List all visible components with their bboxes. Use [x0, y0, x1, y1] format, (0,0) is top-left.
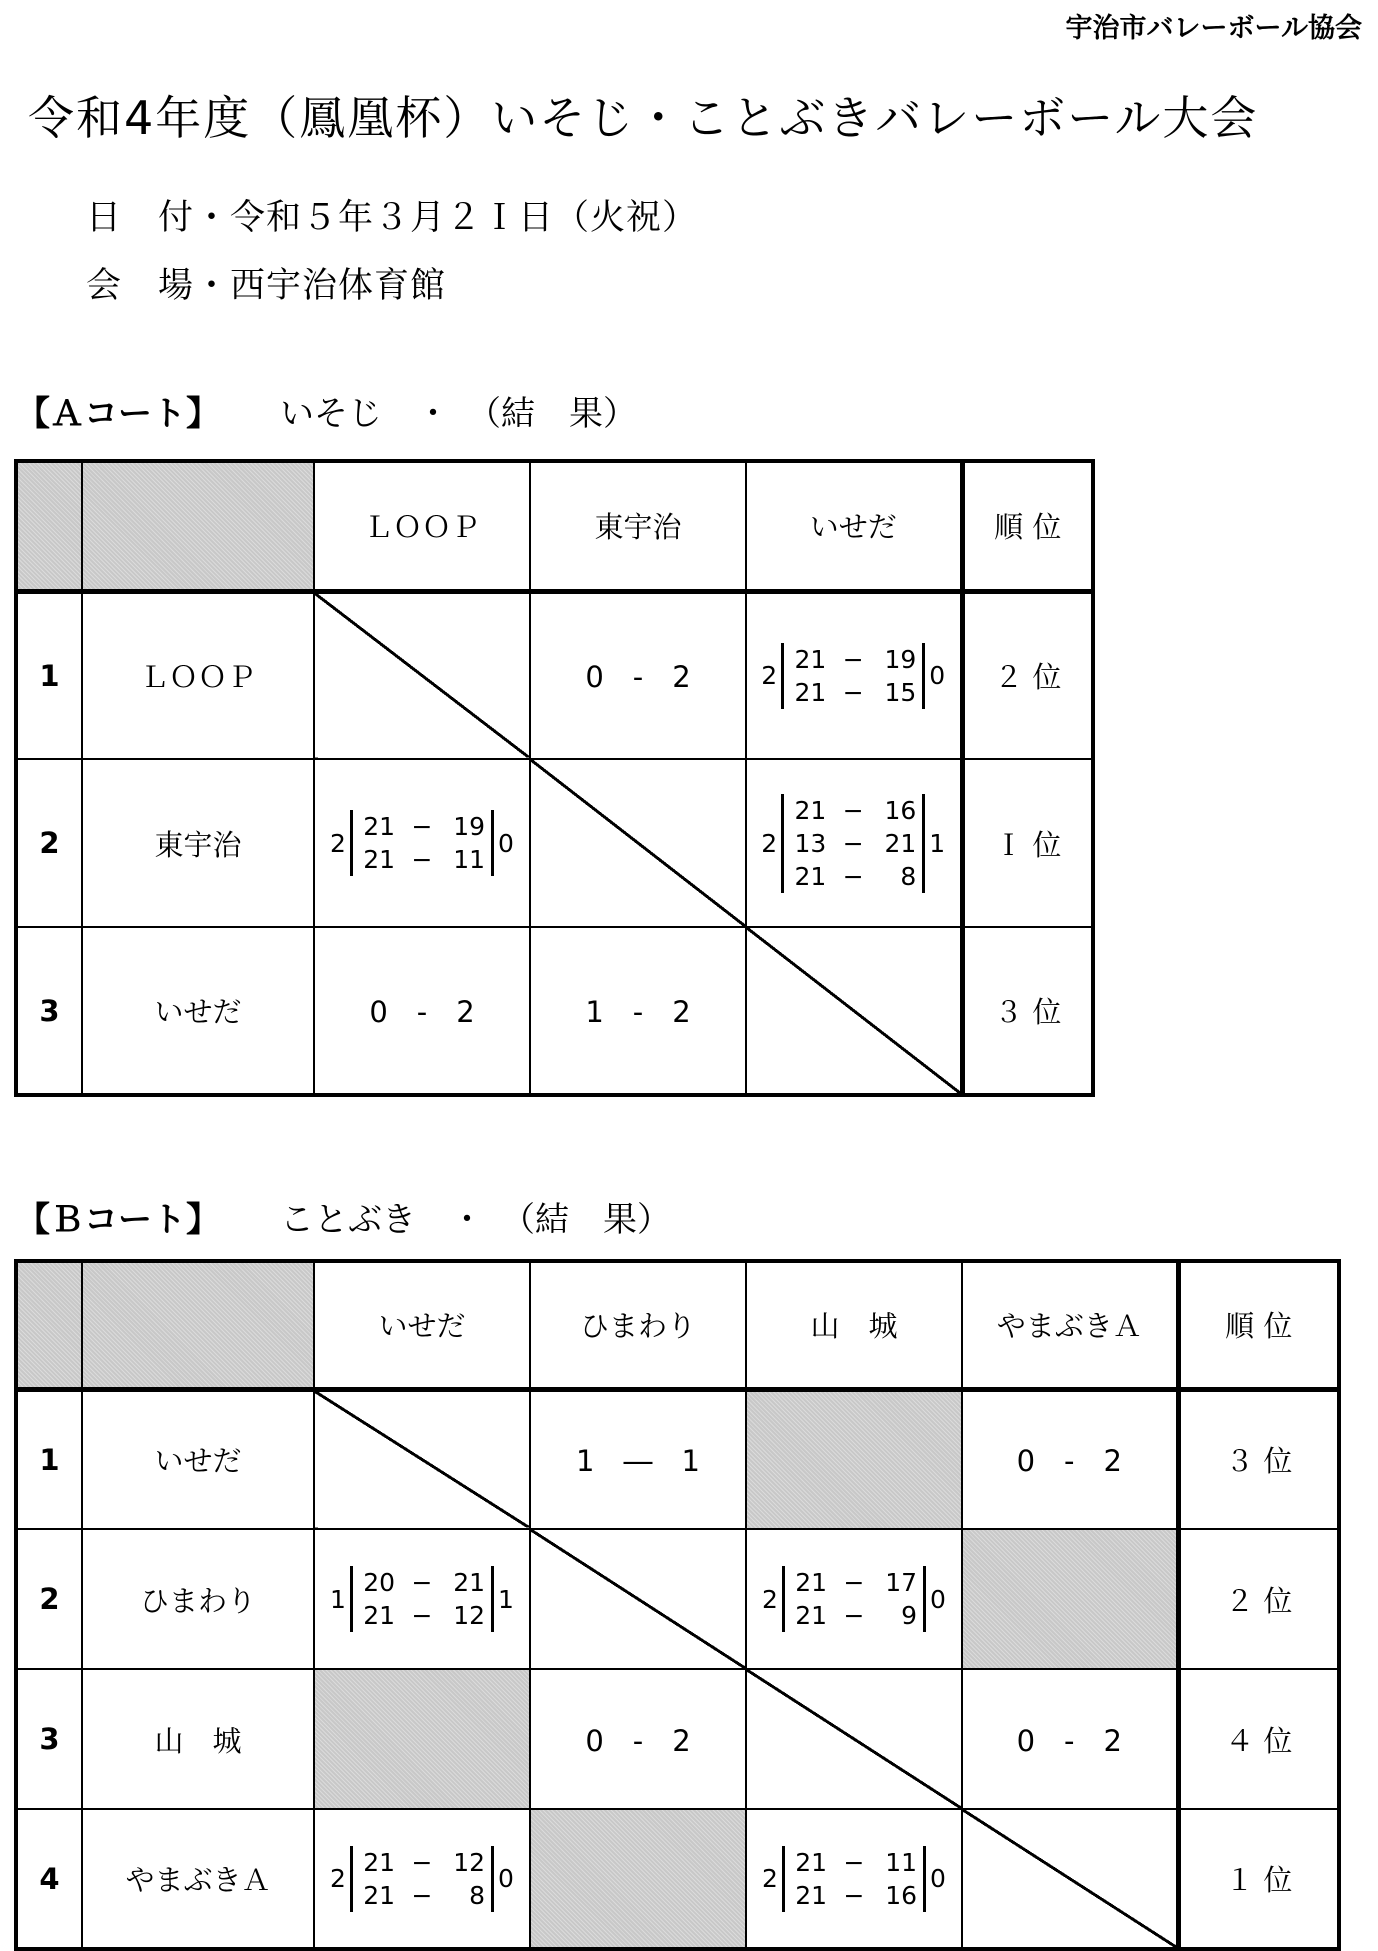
sets-won-left: 2: [762, 1584, 778, 1614]
corner-cell: [16, 461, 82, 591]
sets-won-left: 2: [761, 828, 778, 858]
self-match-cell: [314, 591, 530, 759]
match-result-detail: [314, 1529, 530, 1669]
set-dash: −: [842, 795, 864, 825]
column-header: いせだ: [746, 461, 962, 591]
sets-won-right: 0: [930, 1864, 946, 1893]
team-rank: １ 位: [1178, 1809, 1339, 1949]
sets-won-right: 0: [929, 661, 946, 691]
no-match-cell: [962, 1529, 1178, 1669]
rank-header: 順 位: [1178, 1261, 1339, 1389]
row-number: 2: [16, 1529, 82, 1669]
set-points-left: 21: [363, 1880, 395, 1910]
match-result: 0 - 2: [530, 1669, 746, 1809]
match-result-detail: [746, 1529, 962, 1669]
set-dash: −: [411, 1880, 433, 1910]
event-date: 日 付・令和５年３月２Ｉ日（火祝）: [86, 198, 699, 238]
court-b-division: ことぶき ・ （結 果）: [280, 1200, 671, 1240]
set-score-row: [790, 794, 916, 827]
team-row: [16, 1389, 1339, 1529]
set-list: [781, 794, 925, 893]
team-rank: ２ 位: [1178, 1529, 1339, 1669]
no-match-cell: [314, 1669, 530, 1809]
set-scores: [329, 810, 515, 876]
set-points-left: 21: [363, 1601, 395, 1630]
team-name: 東宇治: [82, 759, 314, 927]
set-dash: −: [842, 861, 864, 891]
sets-won-left: 2: [330, 828, 346, 858]
set-score-row: [359, 810, 485, 843]
team-rank: ２ 位: [962, 591, 1093, 759]
court-a-results-table: [14, 459, 1095, 1097]
row-number: 1: [16, 1389, 82, 1529]
team-name: いせだ: [82, 927, 314, 1095]
team-row: [16, 759, 1093, 927]
header-row: [16, 1261, 1339, 1389]
set-list: [782, 1846, 926, 1912]
court-b-label: 【Ｂコート】: [16, 1200, 220, 1240]
column-header: いせだ: [314, 1261, 530, 1389]
set-score-row: [791, 1846, 917, 1879]
set-score-row: [359, 1566, 485, 1599]
set-dash: −: [843, 1847, 865, 1877]
team-name: いせだ: [82, 1389, 314, 1529]
set-score-row: [359, 843, 485, 876]
set-dash: −: [843, 1880, 865, 1910]
set-points-left: 21: [795, 1568, 827, 1597]
match-result-detail: [746, 591, 962, 759]
set-points-right: 12: [453, 1601, 485, 1630]
team-row: [16, 1809, 1339, 1949]
self-match-cell: [746, 1669, 962, 1809]
team-row: [16, 1529, 1339, 1669]
match-result-detail: [314, 1809, 530, 1949]
self-match-cell: [314, 1389, 530, 1529]
match-result: 1 - 2: [530, 927, 746, 1095]
court-a-division: いそじ ・ （結 果）: [280, 394, 637, 434]
set-scores: [329, 1566, 515, 1632]
set-points-right: 21: [453, 1568, 485, 1597]
sets-won-left: 1: [330, 1584, 346, 1614]
team-row: [16, 591, 1093, 759]
rank-header: 順 位: [962, 461, 1093, 591]
set-dash: −: [842, 677, 864, 707]
sets-won-right: 1: [498, 1584, 514, 1614]
set-dash: −: [411, 1601, 433, 1630]
set-points-right: 15: [884, 677, 917, 707]
court-a-heading: [16, 386, 637, 435]
court-b-results-table: [14, 1259, 1341, 1951]
set-points-right: 16: [884, 795, 917, 825]
set-list: [781, 643, 925, 709]
set-points-left: 21: [795, 1601, 827, 1630]
no-match-cell: [530, 1809, 746, 1949]
team-rank: ３ 位: [1178, 1389, 1339, 1529]
self-match-cell: [530, 759, 746, 927]
tournament-title: 令和4年度（鳳凰杯）いそじ・ことぶきバレーボール大会: [28, 91, 1259, 145]
sets-won-right: 0: [930, 1584, 946, 1614]
set-points-left: 21: [794, 861, 827, 891]
set-score-row: [359, 1879, 485, 1912]
set-dash: −: [842, 644, 864, 674]
self-match-cell: [962, 1809, 1178, 1949]
sets-won-right: 0: [498, 1864, 514, 1893]
sets-won-left: 2: [761, 661, 778, 691]
set-score-row: [359, 1846, 485, 1879]
team-name: ＬＯＯＰ: [82, 591, 314, 759]
set-points-left: 21: [794, 795, 827, 825]
team-name: 山 城: [82, 1669, 314, 1809]
set-scores: [761, 1846, 947, 1912]
column-header: 山 城: [746, 1261, 962, 1389]
column-header: ひまわり: [530, 1261, 746, 1389]
row-number: 3: [16, 1669, 82, 1809]
set-dash: −: [411, 812, 433, 841]
set-points-left: 21: [795, 1847, 827, 1877]
match-result-detail: [746, 759, 962, 927]
header-row: [16, 461, 1093, 591]
match-result-detail: [746, 1809, 962, 1949]
team-rank: Ｉ 位: [962, 759, 1093, 927]
set-score-row: [790, 827, 916, 860]
match-result: 0 - 2: [530, 591, 746, 759]
self-match-cell: [746, 927, 962, 1095]
set-points-right: 19: [453, 812, 485, 841]
set-dash: −: [411, 1568, 433, 1597]
organizer-name: 宇治市バレーボール協会: [1065, 13, 1362, 44]
sets-won-right: 0: [498, 828, 514, 858]
match-result-detail: [314, 759, 530, 927]
set-points-left: 21: [794, 677, 827, 707]
match-result: 1 ― 1: [530, 1389, 746, 1529]
column-header: 東宇治: [530, 461, 746, 591]
set-list: [350, 1846, 494, 1912]
set-points-right: 11: [885, 1847, 917, 1877]
set-points-right: 8: [469, 1880, 485, 1910]
set-score-row: [791, 1566, 917, 1599]
row-number: 4: [16, 1809, 82, 1949]
set-points-left: 21: [363, 812, 395, 841]
set-points-right: 8: [900, 861, 917, 891]
court-a-label: 【Ａコート】: [16, 394, 220, 434]
set-points-left: 21: [795, 1880, 827, 1910]
set-dash: −: [842, 828, 864, 858]
set-points-right: 9: [901, 1601, 917, 1630]
set-scores: [760, 643, 946, 709]
set-points-right: 19: [884, 644, 917, 674]
team-row: [16, 1669, 1339, 1809]
set-score-row: [790, 643, 916, 676]
set-scores: [761, 1566, 947, 1632]
match-result: 0 - 2: [962, 1669, 1178, 1809]
set-list: [350, 1566, 494, 1632]
team-rank: ３ 位: [962, 927, 1093, 1095]
match-result: 0 - 2: [962, 1389, 1178, 1529]
set-score-row: [790, 676, 916, 709]
sets-won-left: 2: [762, 1864, 778, 1893]
row-number: 1: [16, 591, 82, 759]
team-rank: ４ 位: [1178, 1669, 1339, 1809]
row-number: 3: [16, 927, 82, 1095]
set-points-right: 17: [885, 1568, 917, 1597]
team-row: [16, 927, 1093, 1095]
set-dash: −: [411, 845, 433, 874]
set-list: [782, 1566, 926, 1632]
team-name: やまぶきＡ: [82, 1809, 314, 1949]
self-match-cell: [530, 1529, 746, 1669]
corner-cell: [16, 1261, 82, 1389]
court-b-heading: [16, 1192, 671, 1241]
corner-cell: [82, 1261, 314, 1389]
set-points-left: 13: [794, 828, 827, 858]
set-dash: −: [843, 1601, 865, 1630]
set-points-right: 11: [453, 845, 485, 874]
set-score-row: [791, 1599, 917, 1632]
set-points-right: 16: [885, 1880, 917, 1910]
corner-cell: [82, 461, 314, 591]
sets-won-left: 2: [330, 1864, 346, 1893]
set-list: [350, 810, 494, 876]
sets-won-right: 1: [929, 828, 946, 858]
set-score-row: [791, 1879, 917, 1912]
row-number: 2: [16, 759, 82, 927]
set-dash: −: [843, 1568, 865, 1597]
set-points-left: 20: [363, 1568, 395, 1597]
set-points-right: 21: [884, 828, 917, 858]
team-name: ひまわり: [82, 1529, 314, 1669]
column-header: やまぶきＡ: [962, 1261, 1178, 1389]
set-score-row: [790, 860, 916, 893]
set-scores: [760, 794, 946, 893]
set-points-right: 12: [453, 1847, 485, 1877]
set-points-left: 21: [363, 845, 395, 874]
match-result: 0 - 2: [314, 927, 530, 1095]
set-points-left: 21: [794, 644, 827, 674]
column-header: ＬＯＯＰ: [314, 461, 530, 591]
event-venue: 会 場・西宇治体育館: [86, 266, 447, 306]
set-score-row: [359, 1599, 485, 1632]
set-scores: [329, 1846, 515, 1912]
no-match-cell: [746, 1389, 962, 1529]
set-dash: −: [411, 1847, 433, 1877]
set-points-left: 21: [363, 1847, 395, 1877]
